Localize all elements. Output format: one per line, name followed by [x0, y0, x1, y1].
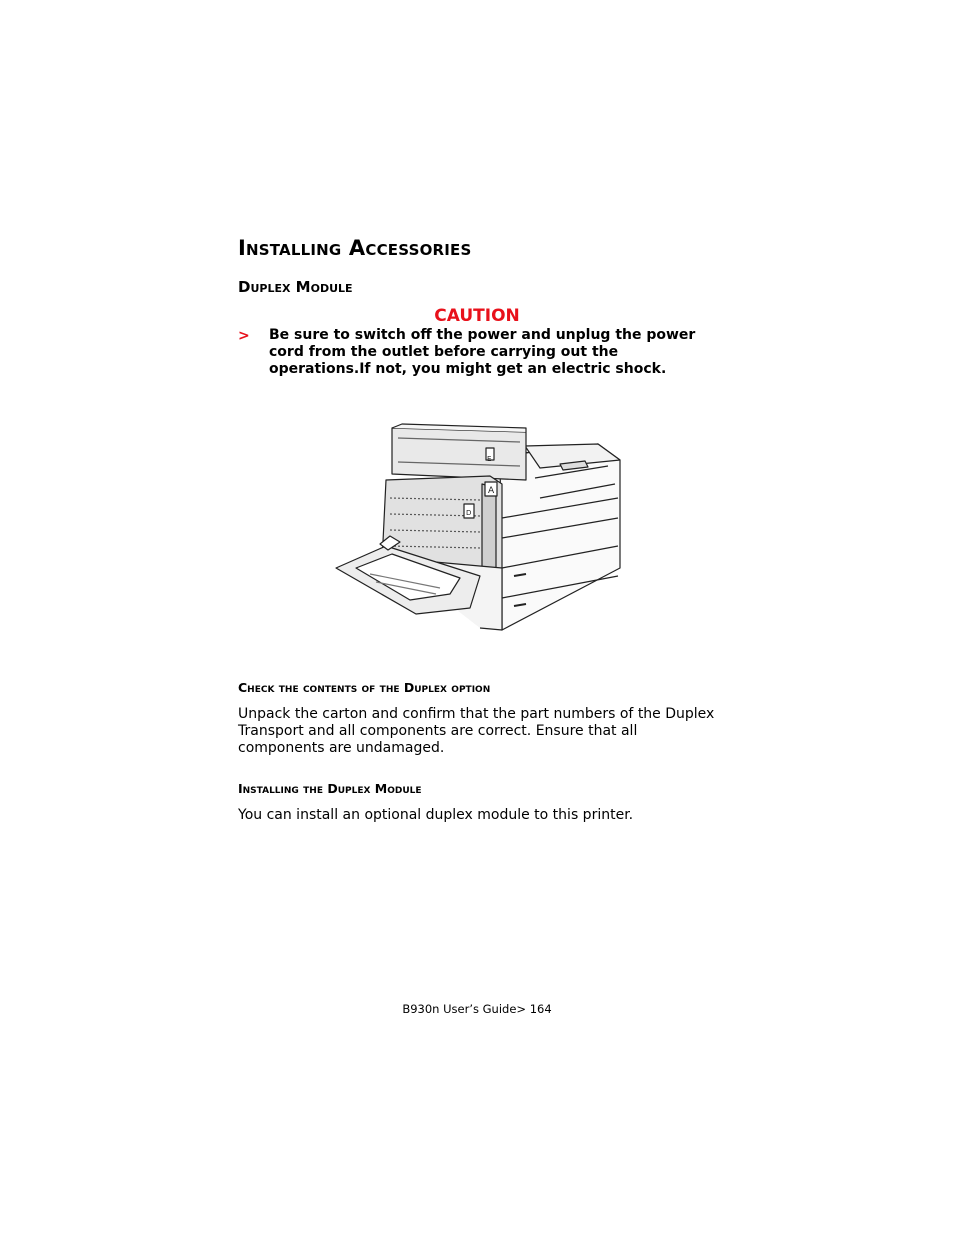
caution-text: Be sure to switch off the power and unplug the power cord from the outlet before carrying out the operations.If not, you might get an electric shock. [269, 327, 696, 377]
paragraph-installing-duplex: You can install an optional duplex module to this printer. [238, 807, 634, 823]
caution-title: CAUTION [434, 306, 520, 326]
section-heading-duplex-module: Duplex Module [238, 278, 353, 296]
subsection-heading-check-contents: Check the contents of the Duplex option [238, 680, 491, 695]
caution-bullet: > [238, 328, 250, 344]
subsection-heading-installing-duplex: Installing the Duplex Module [238, 781, 422, 796]
printer-duplex-illustration [330, 418, 626, 636]
figure-label-e: E [487, 455, 492, 463]
figure-label-a: A [488, 486, 495, 496]
page-footer: B930n User’s Guide> 164 [402, 1002, 552, 1016]
paragraph-check-contents: Unpack the carton and confirm that the part numbers of the Duplex Transport and all components are correct. Ensure that all components are undamaged. [238, 706, 715, 756]
figure-label-d: D [466, 509, 472, 517]
page-heading: Installing Accessories [238, 236, 472, 260]
